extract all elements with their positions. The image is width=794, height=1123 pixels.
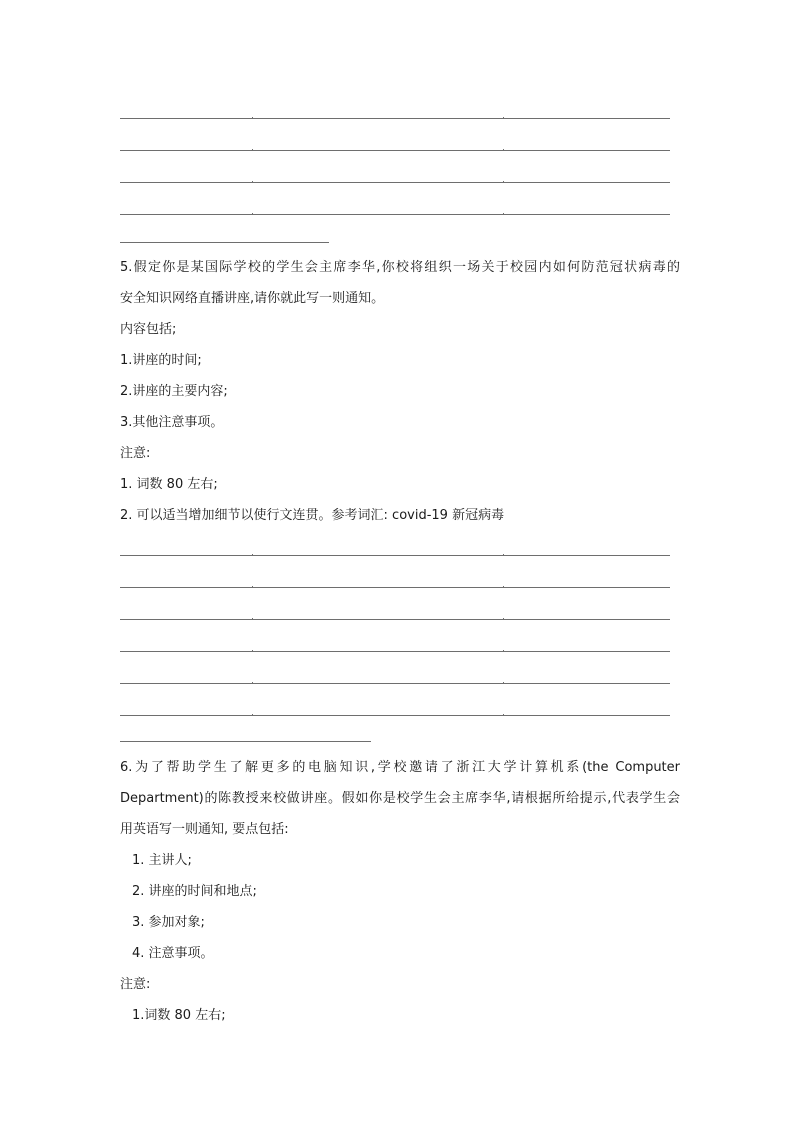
answer-line[interactable] bbox=[120, 588, 670, 620]
question-5 bbox=[120, 252, 680, 531]
question-5-prompt: 5.假定你是某国际学校的学生会主席李华,你校将组织一场关于校园内如何防范冠状病毒的 bbox=[120, 260, 680, 275]
answer-line-short[interactable] bbox=[120, 242, 329, 243]
answer-line-short[interactable] bbox=[120, 741, 371, 742]
question-6 bbox=[120, 752, 680, 1031]
note-item: 1. 词数 80 左右; bbox=[120, 477, 218, 492]
answer-lines-question-5[interactable] bbox=[120, 524, 670, 716]
answer-line[interactable] bbox=[120, 119, 670, 151]
answer-line[interactable] bbox=[120, 556, 670, 588]
content-label: 内容包括; bbox=[120, 322, 177, 337]
list-item: 1. 主讲人; bbox=[132, 853, 192, 868]
list-item: 3.其他注意事项。 bbox=[120, 415, 224, 430]
list-item: 2.讲座的主要内容; bbox=[120, 384, 228, 399]
answer-lines-top[interactable] bbox=[120, 87, 670, 215]
answer-line[interactable] bbox=[120, 652, 670, 684]
list-item: 4. 注意事项。 bbox=[132, 946, 214, 961]
list-item: 1.讲座的时间; bbox=[120, 353, 202, 368]
note-label: 注意: bbox=[120, 977, 151, 992]
note-item: 1.词数 80 左右; bbox=[132, 1008, 226, 1023]
answer-line[interactable] bbox=[120, 151, 670, 183]
list-item: 2. 讲座的时间和地点; bbox=[132, 884, 257, 899]
answer-line[interactable] bbox=[120, 684, 670, 716]
question-5-prompt: 安全知识网络直播讲座,请你就此写一则通知。 bbox=[120, 291, 385, 306]
list-item: 3. 参加对象; bbox=[132, 915, 205, 930]
question-6-prompt: 用英语写一则通知, 要点包括: bbox=[120, 822, 289, 837]
note-item: 2. 可以适当增加细节以使行文连贯。参考词汇: covid-19 新冠病毒 bbox=[120, 508, 505, 523]
answer-line[interactable] bbox=[120, 620, 670, 652]
note-label: 注意: bbox=[120, 446, 151, 461]
question-6-prompt: Department)的陈教授来校做讲座。假如你是校学生会主席李华,请根据所给提示,代表学生会 bbox=[120, 791, 680, 806]
answer-line[interactable] bbox=[120, 524, 670, 556]
answer-line[interactable] bbox=[120, 87, 670, 119]
question-6-prompt: 6.为了帮助学生了解更多的电脑知识,学校邀请了浙江大学计算机系(the Computer bbox=[120, 760, 680, 775]
answer-line[interactable] bbox=[120, 183, 670, 215]
